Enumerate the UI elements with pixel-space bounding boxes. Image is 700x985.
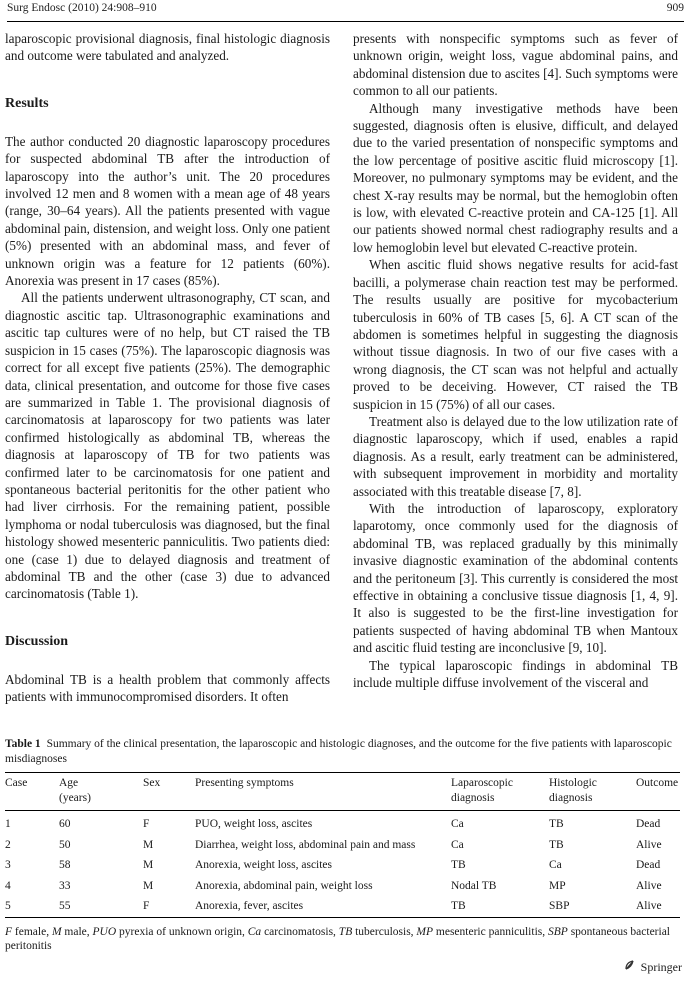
right-column: [353, 30, 678, 691]
table-cell: Diarrhea, weight loss, abdominal pain and mass: [195, 838, 416, 851]
table-cell: TB: [451, 859, 466, 871]
table-cell: 58: [59, 859, 71, 871]
table-cell: PUO, weight loss, ascites: [195, 818, 313, 830]
table-cell: 60: [59, 818, 71, 830]
table-cell: TB: [451, 900, 466, 912]
header-rule: [7, 21, 684, 22]
table-cell: Ca: [451, 838, 464, 851]
table-cell: 1: [5, 818, 11, 830]
paragraph: Although many investigative methods have been suggested, diagnosis often is elusive, difficult, and delayed due to the varied presentation of nonspecific symptoms and the low percentage of positive ascitic fluid microscopy [1]. Moreover, no pulmonary symptoms may be evident, and the chest X-ray results may be normal, but the hemoglobin often is low, with elevated C-reactive protein and CA-125 [1]. All our patients showed normal chest radiography results and a low hemoglobin level but elevated C-reactive protein.: [353, 100, 678, 255]
paragraph: Abdominal TB is a health problem that commonly affects patients with immunocompromised disorders. It often: [5, 671, 330, 705]
paragraph: With the introduction of laparoscopy, exploratory laparotomy, once commonly used for the diagnosis of abdominal TB, was replaced gradually by this minimally invasive diagnostic examination of the abdominal contents and the peritoneum [3]. This currently is considered the most effective in obtaining a conclusive tissue diagnosis [1, 4, 9]. It also is suggested to be the first-line investigation for patients suspected of having abdominal TB when Mantoux and ascitic fluid testing are inconclusive [9, 10].: [353, 500, 678, 656]
table-cell: F: [143, 818, 150, 830]
paragraph: The author conducted 20 diagnostic laparoscopy procedures for suspected abdominal TB after the introduction of laparoscopy into the author’s unit. The 20 procedures involved 12 men and 8 women with a mean age of 48 years (range, 30–64 years). All the patients presented with vague abdominal pain, distension, and weight loss. Only one patient (5%) presented with an abdominal mass, and fever of unknown origin was a feature for 12 patients (60%). Anorexia was present in 17 cases (85%).: [5, 133, 330, 289]
publisher-footer: [623, 958, 682, 976]
column-header: Age (years): [59, 777, 91, 804]
table-row: [5, 835, 680, 856]
table-body: [5, 811, 680, 918]
table-cell: Dead: [636, 818, 661, 830]
publisher-name: Springer: [640, 959, 682, 974]
table-cell: Ca: [549, 859, 562, 871]
table-cell: Anorexia, abdominal pain, weight loss: [195, 879, 373, 892]
table-cell: TB: [549, 818, 564, 830]
table-cell: TB: [549, 838, 564, 851]
table-cell: 55: [59, 900, 71, 912]
table-footnote: F female, M male, PUO pyrexia of unknown origin, Ca carcinomatosis, TB tuberculosis, MP mesenteric panniculitis, SBP spontaneous bacterial peritonitis: [5, 925, 670, 952]
table-cell: F: [143, 900, 150, 912]
journal-citation: Surg Endosc (2010) 24:908–910: [7, 2, 157, 14]
table-caption-text: Summary of the clinical presentation, the laparoscopic and histologic diagnoses, and the outcome for the five patients with laparoscopic misdiagnoses: [5, 738, 672, 765]
section-heading-results: Results: [5, 95, 49, 111]
table-cell: Anorexia, fever, ascites: [195, 900, 304, 912]
table-cell: Nodal TB: [451, 879, 497, 892]
paragraph: When ascitic fluid shows negative results for acid-fast bacilli, a polymerase chain reaction test may be performed. The results usually are positive for mycobacterium tuberculosis in 60% of TB cases [5, 6]. A CT scan of the abdomen is sometimes helpful in suggesting the diagnosis without tissue diagnosis. In two of our five cases with a wrong diagnosis, the CT scan was not helpful and actually proved to be deceiving. However, CT raised the TB suspicion in 15 (75%) of all our cases.: [353, 257, 678, 412]
table-row: [5, 811, 680, 835]
paragraph: All the patients underwent ultrasonography, CT scan, and diagnostic ascitic tap. Ultrasonographic examinations and ascitic tap cultures were of no help, but CT raised the TB suspicion in 15 cases (75%). The laparoscopic diagnosis was correct for all except five patients (25%). The demographic data, clinical presentation, and outcome for those five cases are summarized in Table 1. The provisional diagnosis of carcinomatosis at laparoscopy for two patients was later confirmed histologically as abdominal TB, whereas the diagnosis at laparoscopy of TB for two patients was confirmed later to be carcinomatosis for one patient and spontaneous bacterial peritonitis for the other patient who had liver cirrhosis. For the remaining patient, possible lymphoma or nodal tuberculosis was diagnosed, but the final histology showed mesenteric panniculitis. Two patients died: one (case 1) due to delayed diagnosis and treatment of abdominal TB and the other (case 3) due to advanced carcinomatosis (Table 1).: [5, 290, 330, 602]
table-cell: Alive: [636, 879, 662, 892]
table-cell: 50: [59, 838, 71, 851]
column-header: Histologic diagnosis: [549, 777, 597, 804]
column-header: Sex: [143, 777, 161, 789]
left-column: [5, 30, 330, 706]
running-header: [7, 2, 684, 20]
table-cell: M: [143, 879, 154, 892]
table-cell: Dead: [636, 859, 661, 871]
table-label: Table 1: [5, 738, 41, 750]
table-cell: M: [143, 838, 154, 851]
section-heading-discussion: Discussion: [5, 633, 69, 649]
page-number: 909: [666, 2, 684, 14]
table-cell: 5: [5, 900, 11, 912]
table-cell: 2: [5, 838, 11, 851]
table-cell: 3: [5, 859, 11, 871]
column-header: Laparoscopic diagnosis: [451, 777, 513, 804]
table-cell: MP: [549, 879, 566, 892]
table-header: [5, 773, 680, 811]
paragraph: presents with nonspecific symptoms such as fever of unknown origin, weight loss, vague abdominal pains, and abdominal distension due to ascites [4]. Such symptoms were common to all our patients.: [353, 31, 678, 99]
table-row: [5, 896, 680, 917]
paragraph: Treatment also is delayed due to the low utilization rate of diagnostic laparoscopy, which if used, enables a rapid diagnosis. As a result, early treatment can be administered, with subsequent improvement in morbidity and mortality associated with this treatable disease [7, 8].: [353, 413, 678, 499]
table-caption: [5, 737, 680, 766]
paragraph: The typical laparoscopic findings in abdominal TB include multiple diffuse involvement of the visceral and: [353, 657, 678, 691]
table-cell: M: [143, 859, 154, 871]
table-row: [5, 855, 680, 876]
paragraph: laparoscopic provisional diagnosis, final histologic diagnosis and outcome were tabulated and analyzed.: [5, 31, 330, 64]
column-header: Presenting symptoms: [195, 777, 294, 789]
table-cell: SBP: [549, 900, 570, 912]
table-cell: Ca: [451, 818, 464, 830]
table-cell: Anorexia, weight loss, ascites: [195, 859, 333, 871]
data-table: [5, 772, 680, 918]
table-cell: 4: [5, 879, 11, 892]
column-header: Outcome: [636, 777, 679, 789]
table-cell: Alive: [636, 838, 662, 851]
table-cell: 33: [59, 879, 71, 892]
table-row: [5, 876, 680, 897]
table-cell: Alive: [636, 900, 662, 912]
column-header: Case: [5, 777, 28, 789]
springer-logo-icon: [623, 958, 637, 976]
table-1: [5, 737, 680, 954]
